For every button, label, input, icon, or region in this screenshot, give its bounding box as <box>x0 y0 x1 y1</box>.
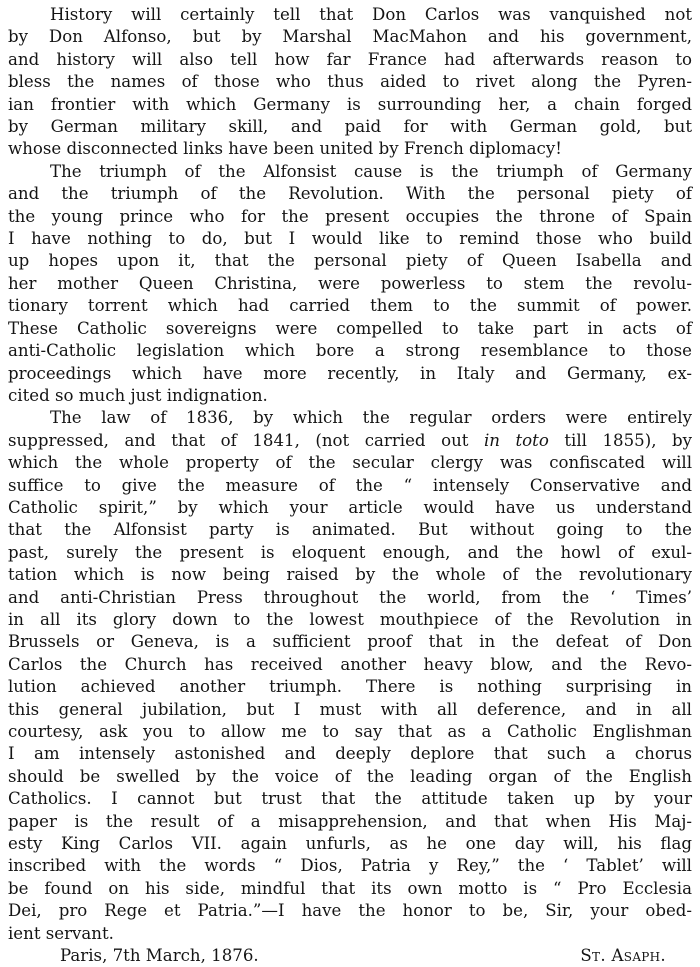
text-line: Catholics. I cannot but trust that the attitude taken up by your <box>8 789 692 809</box>
text-line: tionary torrent which had carried them to the summit of power. <box>8 296 692 316</box>
text-line: suffice to give the measure of the “ intensely Conservative and <box>8 475 692 495</box>
text-line: ian frontier with which Germany is surrounding her, a chain forged <box>8 94 692 114</box>
signature: St. Asaph. <box>580 946 666 966</box>
text-line: by Don Alfonso, but by Marshal MacMahon and his government, <box>8 27 692 47</box>
paragraph-1 <box>8 4 692 161</box>
text-line: The law of 1836, by which the regular orders were entirely <box>50 408 692 428</box>
paragraph-3 <box>8 407 692 945</box>
text-line: should be swelled by the voice of the leading organ of the English <box>8 766 692 786</box>
text-line: that the Alfonsist party is animated. But without going to the <box>8 520 692 540</box>
text-line: tation which is now being raised by the whole of the revolutionary <box>8 565 692 585</box>
text-line: suppressed, and that of 1841, (not carried out in toto till 1855), by <box>8 430 693 450</box>
text-line: the young prince who for the present occupies the throne of Spain <box>8 206 692 226</box>
text-line: be found on his side, mindful that its own motto is “ Pro Ecclesia <box>8 878 692 898</box>
text-line: which the whole property of the secular clergy was confiscated will <box>8 453 692 473</box>
text-line: up hopes upon it, that the personal piety of Queen Isabella and <box>8 251 692 271</box>
text-line: Brussels or Geneva, is a sufficient proof that in the defeat of Don <box>8 632 692 652</box>
text-line: These Catholic sovereigns were compelled to take part in acts of <box>8 318 692 338</box>
text-line: inscribed with the words “ Dios, Patria y Rey,” the ‘ Tablet’ will <box>8 856 692 876</box>
text-line: anti-Catholic legislation which bore a strong resemblance to those <box>8 341 692 361</box>
text-line: paper is the result of a misapprehension, and that when His Maj- <box>8 811 692 831</box>
text-line: Dei, pro Rege et Patria.”—I have the honor to be, Sir, your obed- <box>8 901 692 921</box>
text-line: The triumph of the Alfonsist cause is the triumph of Germany <box>50 161 692 181</box>
text-line: I have nothing to do, but I would like to remind those who build <box>8 229 692 249</box>
text-line: Catholic spirit,” by which your article would have us understand <box>8 497 692 517</box>
text-line: and the triumph of the Revolution. With the personal piety of <box>8 184 692 204</box>
text-line: by German military skill, and paid for with German gold, but <box>8 117 692 137</box>
text-line: cited so much just indignation. <box>8 385 268 405</box>
text-line: Carlos the Church has received another heavy blow, and the Revo- <box>8 654 692 674</box>
text-line: whose disconnected links have been united by French diplomacy! <box>8 139 562 159</box>
text-line: this general jubilation, but I must with all deference, and in all <box>8 699 692 719</box>
text-line: past, surely the present is eloquent enough, and the howl of exul- <box>8 542 692 562</box>
text-line: bless the names of those who thus aided to rivet along the Pyren- <box>8 72 692 92</box>
signoff <box>8 945 692 967</box>
text-line: proceedings which have more recently, in Italy and Germany, ex- <box>8 363 692 383</box>
dateline: Paris, 7th March, 1876. <box>60 946 259 966</box>
text-line: and anti-Christian Press throughout the world, from the ‘ Times’ <box>8 587 692 607</box>
text-line: esty King Carlos VII. again unfurls, as he one day will, his flag <box>8 834 692 854</box>
text-line: in all its glory down to the lowest mouthpiece of the Revolution in <box>8 609 692 629</box>
text-line: I am intensely astonished and deeply deplore that such a chorus <box>8 744 692 764</box>
text-line: and history will also tell how far France had afterwards reason to <box>8 49 692 69</box>
text-line: History will certainly tell that Don Carlos was vanquished not <box>50 5 692 24</box>
text-line: lution achieved another triumph. There is nothing surprising in <box>8 677 692 697</box>
paragraph-2 <box>8 161 692 407</box>
text-line: courtesy, ask you to allow me to say that as a Catholic Englishman <box>8 722 692 741</box>
text-line: ient servant. <box>8 923 114 943</box>
text-line: her mother Queen Christina, were powerless to stem the revolu- <box>8 273 692 293</box>
